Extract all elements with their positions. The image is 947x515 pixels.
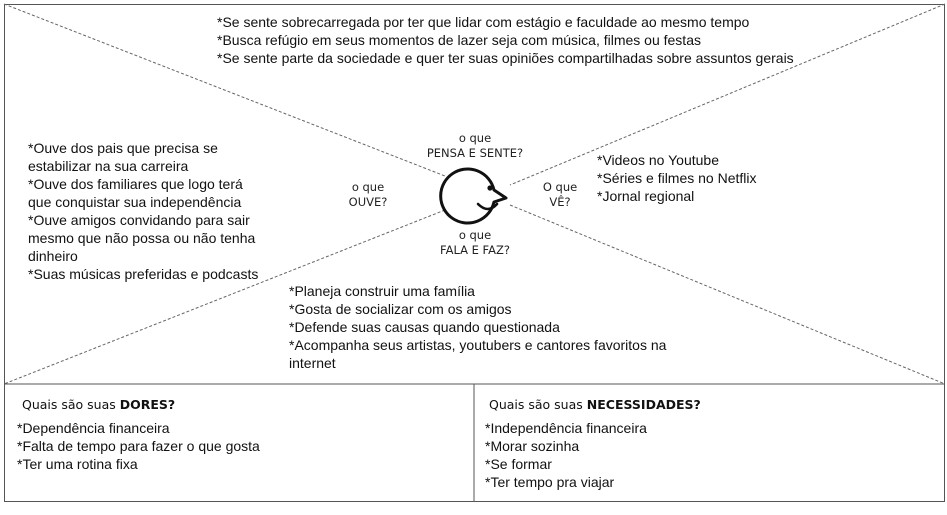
fala-faz-list [289, 282, 709, 372]
dores-heading [22, 397, 175, 412]
list-item: *Planeja construir uma família [289, 283, 475, 299]
label-pensa-sente-bottom: PENSA E SENTE? [426, 146, 524, 160]
list-item: *Suas músicas preferidas e podcasts [28, 266, 259, 282]
dores-list [17, 419, 457, 473]
ouve-list [28, 139, 268, 283]
label-ve [533, 180, 587, 210]
list-item: *Ouve amigos convidando para sair mesmo que não possa ou não tenha dinheiro [28, 212, 256, 264]
necessidades-heading-bold: NECESSIDADES? [586, 397, 701, 412]
list-item: *Séries e filmes no Netflix [597, 170, 757, 186]
list-item: *Ouve dos familiares que logo terá que conquistar sua independência [28, 176, 243, 210]
face-icon [441, 169, 506, 223]
list-item: *Jornal regional [597, 188, 695, 204]
label-fala-faz [405, 228, 545, 258]
list-item: *Se sente sobrecarregada por ter que lidar com estágio e faculdade ao mesmo tempo [217, 14, 750, 30]
dores-heading-prefix: Quais são suas [22, 397, 120, 412]
list-item: *Gosta de socializar com os amigos [289, 301, 512, 317]
ve-list [597, 151, 817, 205]
list-item: *Ouve dos pais que precisa se estabilizar na sua carreira [28, 140, 218, 174]
list-item: *Falta de tempo para fazer o que gosta [17, 438, 260, 454]
pensa-sente-list [217, 13, 797, 67]
label-pensa-sente [405, 131, 545, 161]
label-fala-faz-bottom: FALA E FAZ? [440, 243, 510, 257]
list-item: *Se formar [485, 456, 552, 472]
list-item: *Defende suas causas quando questionada [289, 319, 560, 335]
list-item: *Busca refúgio em seus momentos de lazer seja com música, filmes ou festas [217, 32, 701, 48]
list-item: *Ter uma rotina fixa [17, 456, 138, 472]
list-item: *Dependência financeira [17, 420, 170, 436]
list-item: *Morar sozinha [485, 438, 580, 454]
label-ouve-top: o que [351, 180, 385, 194]
label-ouve [338, 180, 398, 210]
list-item: *Ter tempo pra viajar [485, 474, 615, 490]
dores-heading-bold: DORES? [119, 397, 176, 412]
label-fala-faz-top: o que [458, 228, 492, 242]
label-ve-top: O que [542, 180, 578, 194]
label-ouve-bottom: OUVE? [348, 195, 388, 209]
list-item: *Se sente parte da sociedade e quer ter suas opiniões compartilhadas sobre assuntos gerais [217, 50, 794, 66]
list-item: *Acompanha seus artistas, youtubers e cantores favoritos na internet [289, 337, 667, 371]
label-ve-bottom: VÊ? [549, 195, 571, 209]
label-pensa-sente-top: o que [458, 131, 492, 145]
necessidades-heading [489, 397, 701, 412]
necessidades-heading-prefix: Quais são suas [489, 397, 587, 412]
list-item: *Videos no Youtube [597, 152, 719, 168]
list-item: *Independência financeira [485, 420, 647, 436]
necessidades-list [485, 419, 925, 491]
